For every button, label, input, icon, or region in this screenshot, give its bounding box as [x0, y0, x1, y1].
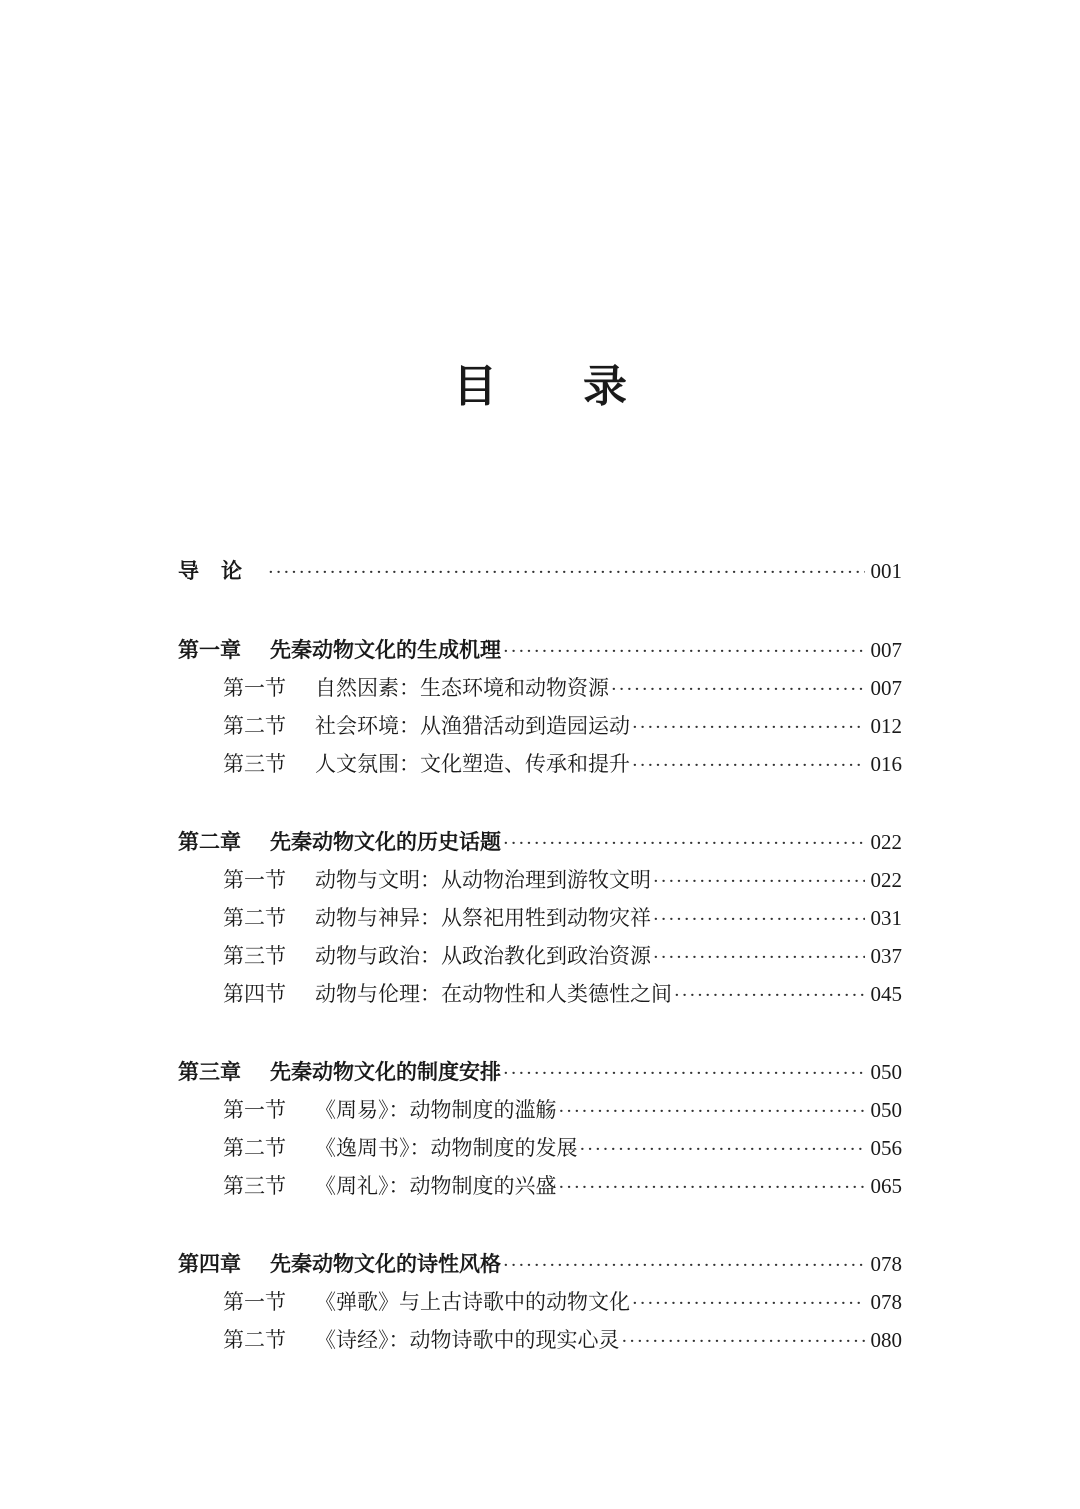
toc-entry-section-2-4[interactable]: [178, 975, 902, 1013]
dot-leader: [632, 1285, 865, 1323]
section-label: 第四节: [223, 982, 286, 1006]
page-number: 037: [870, 944, 902, 968]
section-label: 第三节: [223, 944, 286, 968]
toc-entry-section-1-1[interactable]: [178, 669, 902, 707]
toc-entry-chapter-3[interactable]: [178, 1053, 902, 1091]
page-number: 007: [870, 638, 902, 662]
toc-entry-section-4-2[interactable]: [178, 1321, 902, 1359]
toc-entry-section-2-3[interactable]: [178, 937, 902, 975]
page-number: 012: [870, 714, 902, 738]
page-number: 065: [870, 1174, 902, 1198]
toc-title-char-2: 录: [583, 361, 627, 412]
dot-leader: [653, 939, 865, 977]
dot-leader: [559, 1169, 865, 1207]
section-title: 动物与政治：从政治教化到政治资源: [315, 944, 651, 968]
section-title: 《逸周书》：动物制度的发展: [315, 1136, 578, 1160]
dot-leader: [559, 1093, 865, 1131]
page-number: 050: [870, 1060, 902, 1084]
toc-entry-section-3-3[interactable]: [178, 1167, 902, 1205]
toc-entry-section-1-2[interactable]: [178, 707, 902, 745]
dot-leader: [503, 1055, 865, 1093]
toc-title-char-1: 目: [453, 361, 497, 412]
toc-entry-section-3-1[interactable]: [178, 1091, 902, 1129]
section-label: 第三节: [223, 1174, 286, 1198]
dot-leader: [611, 671, 865, 709]
dot-leader: [503, 825, 865, 863]
page-number: 016: [870, 752, 902, 776]
chapter-title: 先秦动物文化的诗性风格: [270, 1251, 501, 1276]
chapter-title: 先秦动物文化的历史话题: [270, 829, 501, 854]
chapter-title: 先秦动物文化的制度安排: [270, 1059, 501, 1084]
section-label: 第二节: [223, 714, 286, 738]
chapter-label: 第一章: [178, 637, 241, 662]
toc-entry-chapter-2[interactable]: [178, 823, 902, 861]
page-number: 045: [870, 982, 902, 1006]
dot-leader: [622, 1323, 865, 1361]
toc-entry-intro[interactable]: [178, 552, 902, 590]
intro-label: 导论: [178, 558, 264, 583]
dot-leader: [268, 554, 865, 592]
page-number: 031: [870, 906, 902, 930]
toc-entry-section-3-2[interactable]: [178, 1129, 902, 1167]
dot-leader: [503, 633, 865, 671]
page-number: 050: [870, 1098, 902, 1122]
dot-leader: [580, 1131, 865, 1169]
page-number: 022: [870, 868, 902, 892]
section-title: 动物与文明：从动物治理到游牧文明: [315, 868, 651, 892]
toc-entry-section-1-3[interactable]: [178, 745, 902, 783]
chapter-label: 第四章: [178, 1251, 241, 1276]
section-label: 第一节: [223, 1290, 286, 1314]
section-label: 第二节: [223, 1328, 286, 1352]
section-label: 第三节: [223, 752, 286, 776]
section-title: 《周礼》：动物制度的兴盛: [315, 1174, 557, 1198]
section-label: 第二节: [223, 1136, 286, 1160]
toc-entry-chapter-4[interactable]: [178, 1245, 902, 1283]
section-title: 《弹歌》与上古诗歌中的动物文化: [315, 1290, 630, 1314]
table-of-contents: [178, 552, 902, 1359]
chapter-label: 第二章: [178, 829, 241, 854]
section-title: 动物与神异：从祭祀用牲到动物灾祥: [315, 906, 651, 930]
toc-entry-section-2-1[interactable]: [178, 861, 902, 899]
section-label: 第一节: [223, 1098, 286, 1122]
page-number: 078: [870, 1290, 902, 1314]
section-title: 《诗经》：动物诗歌中的现实心灵: [315, 1328, 620, 1352]
chapter-title: 先秦动物文化的生成机理: [270, 637, 501, 662]
toc-entry-section-2-2[interactable]: [178, 899, 902, 937]
section-title: 动物与伦理：在动物性和人类德性之间: [315, 982, 672, 1006]
page-number: 022: [870, 830, 902, 854]
section-title: 人文氛围：文化塑造、传承和提升: [315, 752, 630, 776]
section-title: 社会环境：从渔猎活动到造园运动: [315, 714, 630, 738]
section-label: 第一节: [223, 676, 286, 700]
dot-leader: [632, 747, 865, 785]
dot-leader: [653, 901, 865, 939]
section-label: 第一节: [223, 868, 286, 892]
page-number: 056: [870, 1136, 902, 1160]
page-number: 007: [870, 676, 902, 700]
dot-leader: [653, 863, 865, 901]
toc-entry-section-4-1[interactable]: [178, 1283, 902, 1321]
page-number: 080: [870, 1328, 902, 1352]
section-label: 第二节: [223, 906, 286, 930]
section-title: 自然因素：生态环境和动物资源: [315, 676, 609, 700]
dot-leader: [674, 977, 865, 1015]
page-number: 001: [870, 559, 902, 583]
dot-leader: [632, 709, 865, 747]
page-number: 078: [870, 1252, 902, 1276]
dot-leader: [503, 1247, 865, 1285]
chapter-label: 第三章: [178, 1059, 241, 1084]
toc-entry-chapter-1[interactable]: [178, 631, 902, 669]
toc-title: [0, 350, 1080, 414]
section-title: 《周易》：动物制度的滥觞: [315, 1098, 557, 1122]
